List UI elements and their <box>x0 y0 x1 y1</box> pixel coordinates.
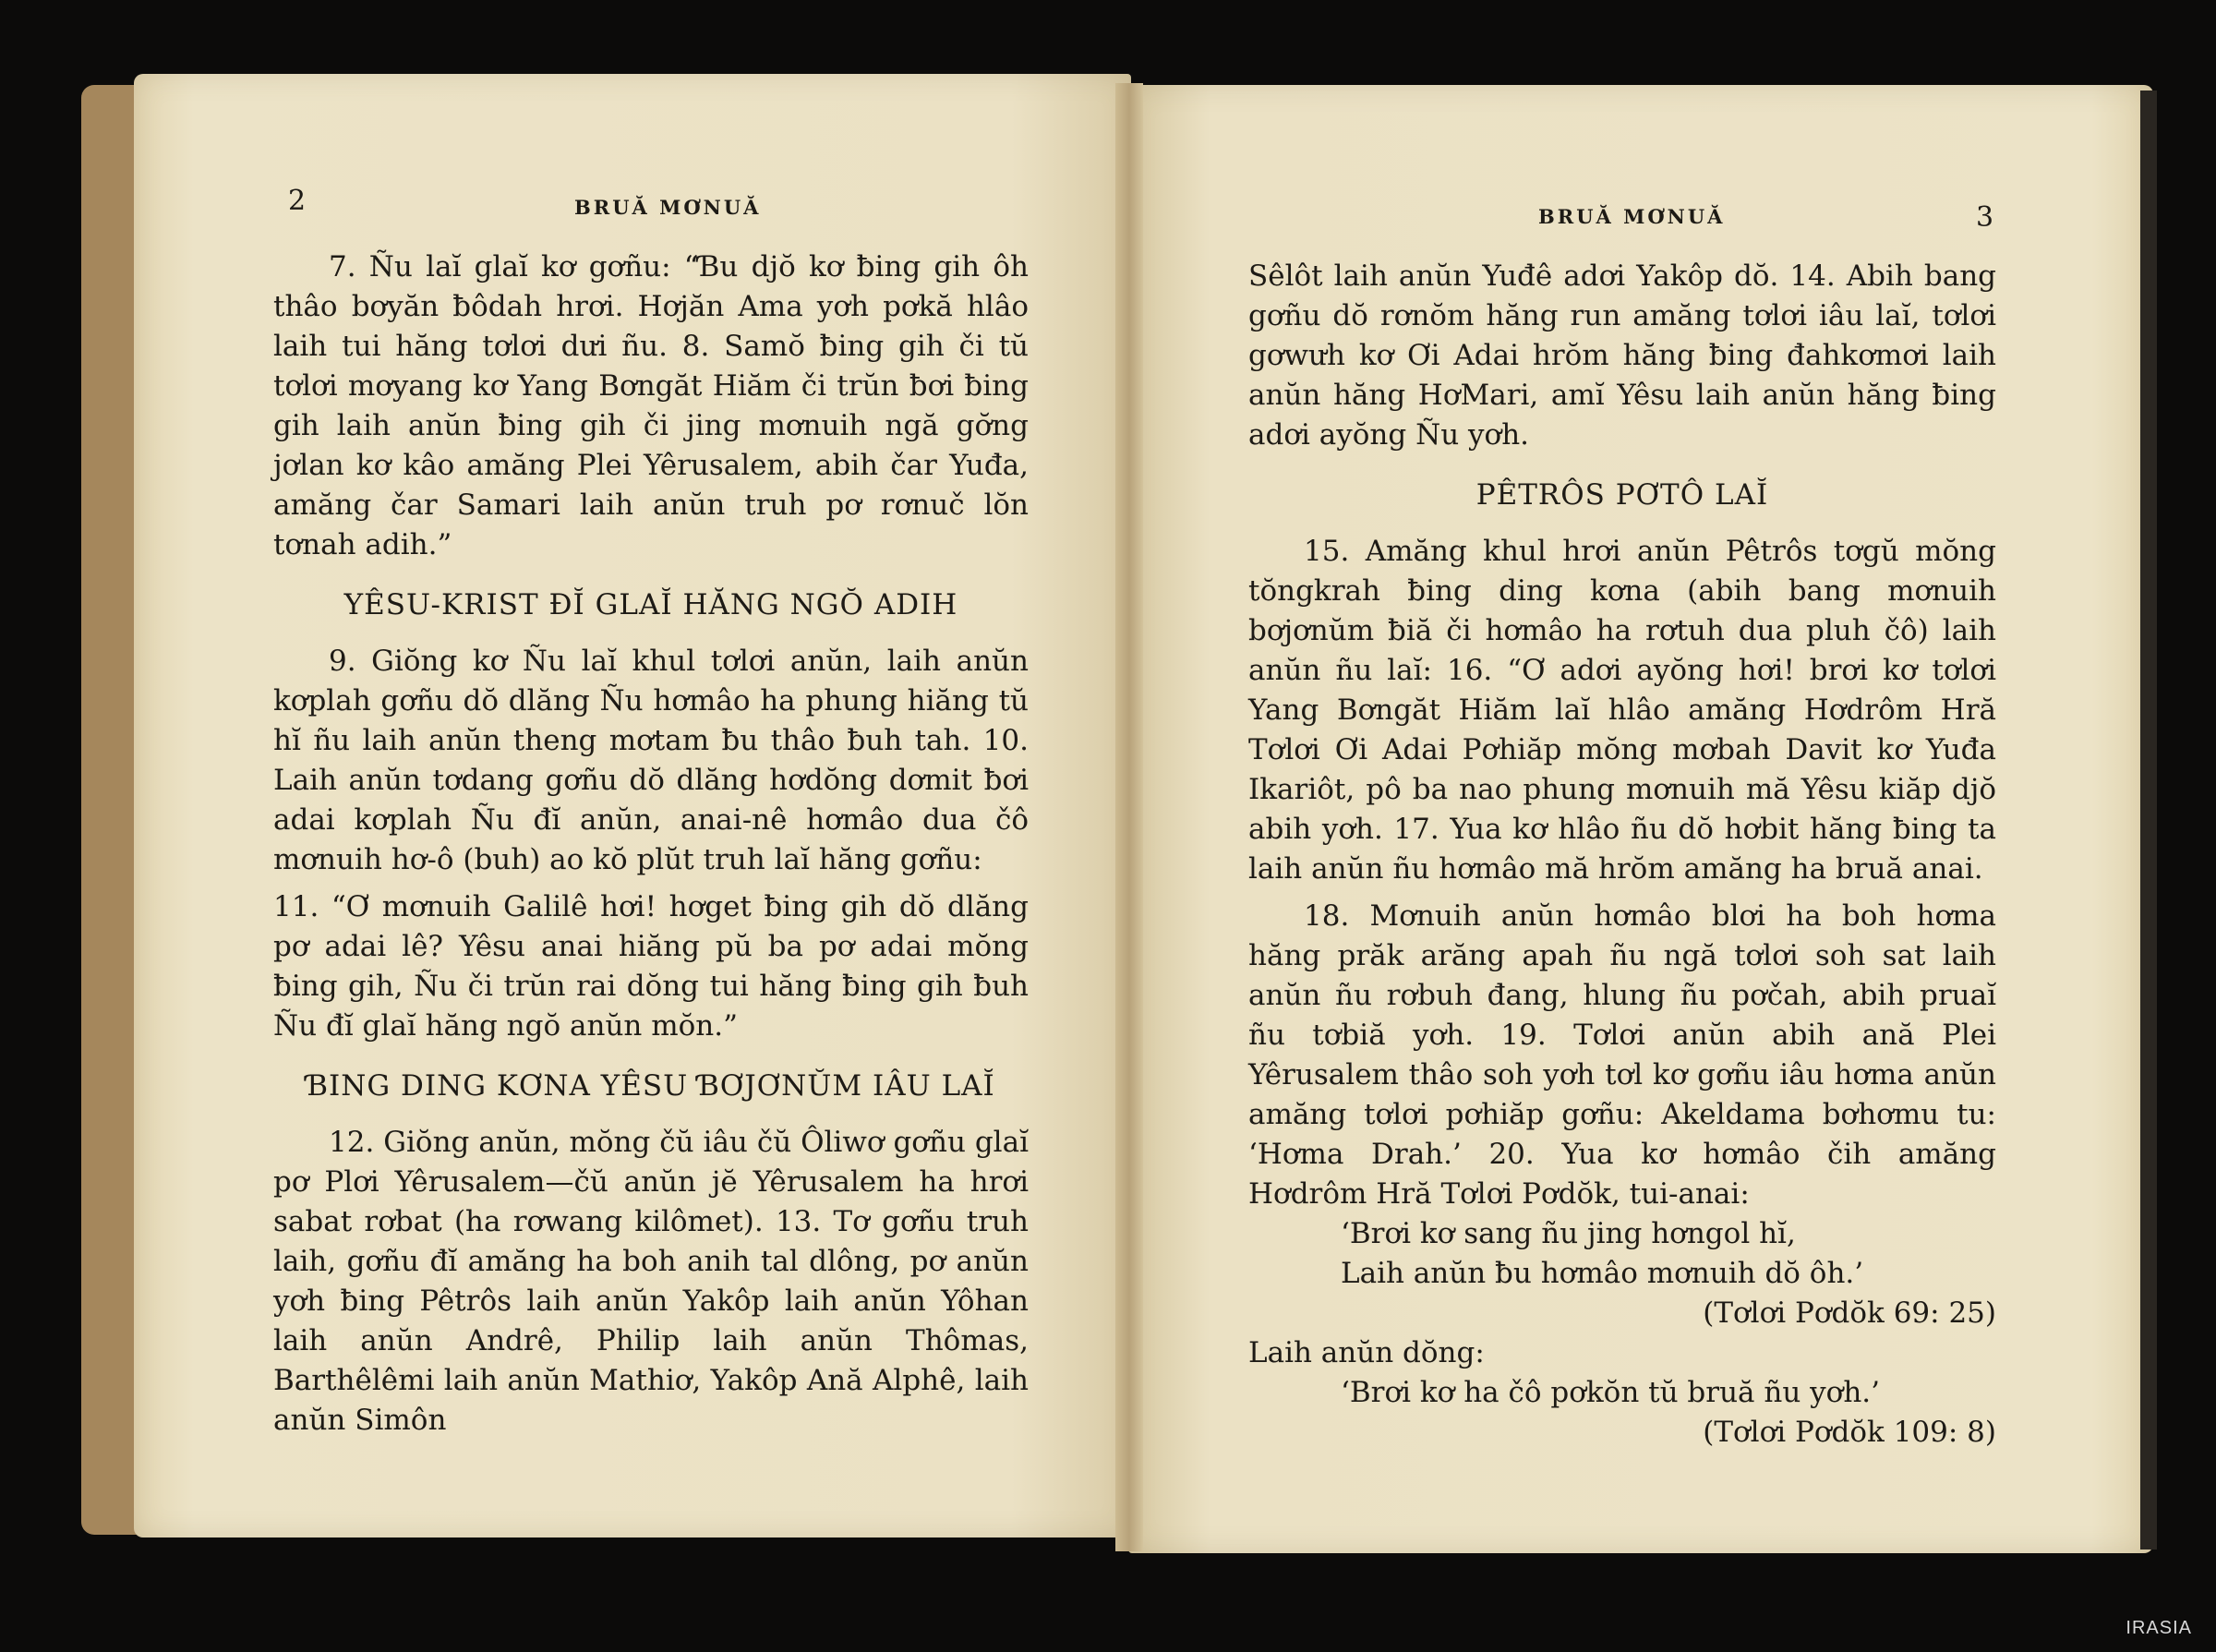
quote-2: ‘Brơi kơ ha čô pơkŏn tŭ bruă ñu yơh.’ <box>1341 1376 1881 1409</box>
page-number-left: 2 <box>288 185 307 217</box>
paragraph-9-10: 9. Giŏng kơ Ñu laĭ khul tơlơi anŭn, laih anŭn kơplah gơñu dŏ dlăng Ñu hơmâo ha phung hiăng tŭ hĭ ñu laih anŭn theng mơtam ƀu thâo ƀuh tah. 10. Laih anŭn tơdang gơñu dŏ dlăng hơdŏng dơmit ƀơi adai kơplah Ñu đĭ anŭn, anai-nê hơmâo dua čô mơnuih hơ-ô (buh) ao kŏ plŭt truh laĭ hăng gơñu: <box>273 645 1029 876</box>
page-number-right: 3 <box>1976 201 1994 234</box>
paragraph-18-20: 18. Mơnuih anŭn hơmâo blơi ha boh hơma hăng prăk arăng apah ñu ngă tơlơi soh sat laih anŭn ñu rơbuh đang, hlung ñu pơčah, abih pruaĭ ñu tơbiă yơh. 19. Tơlơi anŭn abih ană Plei Yêrusalem thâo soh yơh tơl kơ gơñu iâu hơma anŭn amăng tơlơi pơhiăp gơñu: Akeldama bơhơmu tu: ‘Hơma Drah.’ 20. Yua kơ hơmâo čih amăng Hơdrôm Hră Tơlơi Pơdŏk, tui-anai: <box>1248 899 1996 1211</box>
paragraph-12-13: 12. Giŏng anŭn, mŏng čŭ iâu čŭ Ôliwơ gơñu glaĭ pơ Plơi Yêrusalem—čŭ anŭn jĕ Yêrusalem ha hrơi sabat rơbat (ha rơwang kilômet). 13. Tơ gơñu truh laih, gơñu đĭ amăng ha boh anih tal dlông, pơ anŭn yơh ƀing Pêtrôs laih anŭn Yakôp laih anŭn Yôhan laih anŭn Andrê, Philip laih anŭn Thômas, Barthêlêmi laih anŭn Mathiơ, Yakôp Ană Alphê, laih anŭn Simôn <box>273 1126 1029 1437</box>
section-heading-ascension: YÊSU-KRIST ĐĬ GLAĬ HĂNG NGŎ ADIH <box>343 588 958 621</box>
paragraph-7-8: 7. Ñu laĭ glaĭ kơ gơñu: “Ɓu djŏ kơ ƀing gih ôh thâo bơyăn ƀôdah hrơi. Hơjăn Ama yơh pơkă hlâo laih tui hăng tơlơi dưi ñu. 8. Samŏ ƀing gih či tŭ tơlơi mơyang kơ Yang Bơngăt Hiăm či trŭn ƀơi ƀing gih laih anŭn ƀing gih či jing mơnuih ngă gơ̆ng jơlan kơ kâo amăng Plei Yêrusalem, abih čar Yuđa, amăng čar Samari laih anŭn truh pơ rơnuč lŏn tơnah adih.” <box>273 250 1029 561</box>
lead-in-line: Laih anŭn dŏng: <box>1248 1336 1485 1369</box>
section-heading-disciples: ƁING DING KƠNA YÊSU ƁƠJƠNŬM IÂU LAĬ <box>307 1069 995 1103</box>
section-heading-peter: PÊTRÔS PƠTÔ LAĬ <box>1475 478 1769 512</box>
book-gutter <box>1115 83 1143 1551</box>
quote-2-citation: (Tơlơi Pơdŏk 109: 8) <box>1703 1416 1996 1449</box>
paragraph-11: 11. “Ơ mơnuih Galilê hơi! hơget ƀing gih dŏ dlăng pơ adai lê? Yêsu anai hiăng pŭ ba pơ adai mŏng ƀing gih, Ñu či trŭn rai dŏng tui hăng ƀing gih ƀuh Ñu đĭ glaĭ hăng ngŏ anŭn mŏn.” <box>273 890 1029 1043</box>
quote-1-line-2: Laih anŭn ƀu hơmâo mơnuih dŏ ôh.’ <box>1341 1257 1864 1290</box>
paragraph-15-17: 15. Amăng khul hrơi anŭn Pêtrôs tơgŭ mŏng tŏngkrah ƀing ding kơna (abih bang mơnuih bơjơnŭm ƀiă či hơmâo ha rơtuh dua pluh čô) laih anŭn ñu laĭ: 16. “Ơ adơi ayŏng hơi! brơi kơ tơlơi Yang Bơngăt Hiăm laĭ hlâo amăng Hơdrôm Hră Tơlơi Ơi Adai Pơhiăp mŏng mơbah Davit kơ Yuđa Ikariôt, pô ba nao phung mơnuih mă Yêsu kiăp djŏ abih yơh. 17. Yua kơ hlâo ñu dŏ hơbit hăng ƀing ta laih anŭn ñu hơmâo mă hrŏm amăng ha bruă anai. <box>1248 535 1996 886</box>
right-page-text <box>1248 257 1996 1453</box>
left-page-text <box>273 247 1029 1441</box>
running-head-left: BRUĂ MƠNUĂ <box>574 196 762 219</box>
quote-1-line-1: ‘Brơi kơ sang ñu jing hơngol hĭ, <box>1341 1217 1796 1250</box>
watermark: IRASIA <box>2126 1618 2192 1638</box>
running-head-right: BRUĂ MƠNUĂ <box>1538 205 1726 228</box>
paragraph-13-14: Sêlôt laih anŭn Yuđê adơi Yakôp dŏ. 14. Abih bang gơñu dŏ rơnŏm hăng run amăng tơlơi iâu laĭ, tơlơi gơwưh kơ Ơi Adai hrŏm hăng ƀing đahkơmơi laih anŭn hăng HơMari, amĭ Yêsu laih anŭn hăng ƀing adơi ayŏng Ñu yơh. <box>1248 259 1996 452</box>
quote-1-citation: (Tơlơi Pơdŏk 69: 25) <box>1703 1296 1996 1330</box>
page-edge-shadow <box>2140 90 2157 1550</box>
